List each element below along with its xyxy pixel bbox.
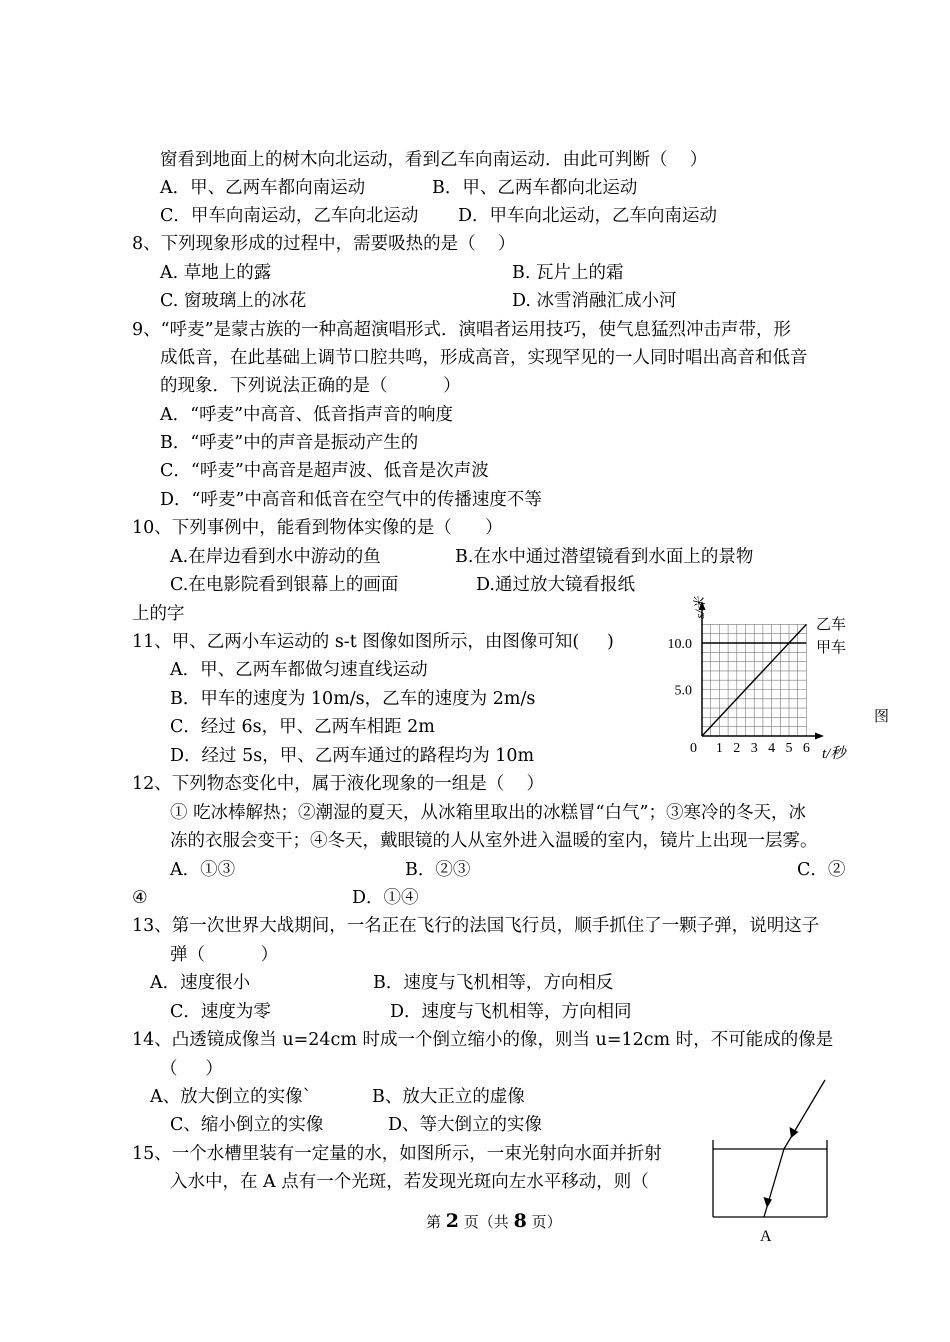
q10-option-a: A.在岸边看到水中游动的鱼: [170, 547, 381, 567]
q9-stem-line2: 成低音，在此基础上调节口腔共鸣，形成高音，实现罕见的一人同时唱出高音和低音: [160, 348, 808, 368]
x-tick-label: 6: [802, 741, 810, 756]
q14-option-b: B、放大正立的虚像: [372, 1087, 525, 1107]
q13-option-b: B．速度与飞机相等，方向相反: [373, 973, 614, 993]
q8-option-d: D. 冰雪消融汇成小河: [512, 291, 677, 311]
q15-stem-line1: 15、一个水槽里装有一定量的水，如图所示，一束光射向水面并折射: [132, 1144, 662, 1164]
q9-stem-line3: 的现象．下列说法正确的是（ ）: [160, 376, 461, 396]
q9-option-a: A．“呼麦”中高音、低音指声音的响度: [160, 405, 454, 425]
q13-option-d: D．速度与飞机相等，方向相同: [390, 1002, 632, 1022]
y-tick-label: 5.0: [674, 683, 692, 699]
q12-option-d: D．①④: [352, 888, 419, 908]
q14-option-c: C、缩小倒立的实像: [170, 1115, 324, 1135]
x-tick-label: 5: [785, 741, 793, 756]
series-label-yi: 乙车: [816, 617, 847, 633]
x-tick-label: 3: [750, 741, 758, 756]
q11-stem: 11、甲、乙两小车运动的 s-t 图像如图所示，由图像可知( ): [132, 632, 614, 652]
q13-option-c: C．速度为零: [170, 1002, 271, 1022]
origin-label: 0: [690, 741, 697, 756]
q7-option-c: C．甲车向南运动，乙车向北运动: [160, 206, 419, 226]
y-axis-label: s/米: [692, 597, 707, 619]
q11-option-a: A．甲、乙两车都做匀速直线运动: [170, 660, 428, 680]
q11-option-c: C．经过 6s，甲、乙两车相距 2m: [170, 717, 435, 737]
q14-stem-line1: 14、凸透镜成像当 u=24cm 时成一个倒立缩小的像，则当 u=12cm 时，不可能成的像是: [132, 1030, 834, 1050]
q12-option-c-wrap: ④: [132, 888, 148, 908]
graph-edge-glyph: 图: [874, 709, 890, 725]
q9-option-b: B．“呼麦”中的声音是振动产生的: [160, 433, 419, 453]
q12-items-line1: ① 吃冰棒解热；②潮湿的夏天，从冰箱里取出的冰糕冒“白气”；③寒冷的冬天，冰: [170, 803, 806, 823]
q12-option-a: A．①③: [170, 860, 236, 880]
q10-option-d-wrap: 上的字: [132, 604, 185, 624]
page-footer: 第 2 页（共 8 页）: [426, 1210, 562, 1232]
refracted-ray-arrow-icon: [764, 1197, 773, 1208]
q12-option-b: B．②③: [405, 860, 471, 880]
q7-option-b: B．甲、乙两车都向北运动: [432, 178, 638, 198]
q8-stem: 8、下列现象形成的过程中，需要吸热的是（ ）: [132, 234, 516, 254]
x-axis-label: t/秒: [822, 746, 846, 762]
x-tick-label: 4: [768, 741, 776, 756]
q14-stem-line2: （ ）: [160, 1059, 223, 1079]
q11-option-d: D．经过 5s，甲、乙两车通过的路程均为 10m: [170, 746, 535, 766]
q13-stem-line2: 弹（ ）: [170, 945, 279, 965]
q8-option-c: C. 窗玻璃上的冰花: [160, 291, 307, 311]
q13-option-a: A．速度很小: [150, 973, 251, 993]
q14-option-a: A、放大倒立的实像`: [150, 1087, 312, 1107]
q10-option-c: C.在电影院看到银幕上的画面: [170, 575, 399, 595]
q8-option-a: A. 草地上的露: [160, 263, 272, 283]
x-tick-label: 1: [715, 741, 723, 756]
q13-stem-line1: 13、第一次世界大战期间，一名正在飞行的法国飞行员，顺手抓住了一颗子弹，说明这子: [132, 916, 820, 936]
q9-stem-line1: 9、“呼麦”是蒙古族的一种高超演唱形式．演唱者运用技巧，使气息猛烈冲击声带，形: [132, 320, 792, 340]
x-tick-label: 2: [733, 741, 741, 756]
point-a-label: A: [760, 1228, 772, 1245]
q11-option-b: B．甲车的速度为 10m/s，乙车的速度为 2m/s: [170, 689, 536, 709]
q10-option-d: D.通过放大镜看报纸: [476, 575, 635, 595]
q8-option-b: B. 瓦片上的霜: [512, 263, 624, 283]
q10-option-b: B.在水中通过潜望镜看到水面上的景物: [455, 547, 754, 567]
q7-option-d: D．甲车向北运动，乙车向南运动: [458, 206, 718, 226]
q12-stem: 12、下列物态变化中，属于液化现象的一组是（ ）: [132, 774, 545, 794]
refraction-figure: [705, 1075, 845, 1245]
st-graph: [650, 595, 890, 770]
q7-option-a: A．甲、乙两车都向南运动: [160, 178, 366, 198]
incident-ray: [784, 1080, 825, 1149]
q12-items-line2: 冻的衣服会变干；④冬天，戴眼镜的人从室外进入温暖的室内，镜片上出现一层雾。: [170, 831, 818, 851]
q14-option-d: D、等大倒立的实像: [388, 1115, 543, 1135]
q9-option-d: D．“呼麦”中高音和低音在空气中的传播速度不等: [160, 490, 542, 510]
q10-stem: 10、下列事例中，能看到物体实像的是（ ）: [132, 518, 503, 538]
q12-option-c: C．②: [797, 860, 846, 880]
q9-option-c: C．“呼麦”中高音是超声波、低音是次声波: [160, 461, 489, 481]
total-page-number: 8: [513, 1210, 527, 1232]
incident-ray-arrow-icon: [790, 1127, 799, 1138]
series-label-jia: 甲车: [816, 640, 847, 656]
q15-stem-line2: 入水中，在 A 点有一个光斑，若发现光斑向左水平移动，则（: [170, 1172, 649, 1192]
current-page-number: 2: [445, 1210, 460, 1232]
q7-stem-continued: 窗看到地面上的树木向北运动，看到乙车向南运动．由此可判断（ ）: [160, 150, 708, 170]
y-tick-label: 10.0: [667, 637, 692, 652]
x-axis-arrow-icon: [815, 733, 824, 740]
